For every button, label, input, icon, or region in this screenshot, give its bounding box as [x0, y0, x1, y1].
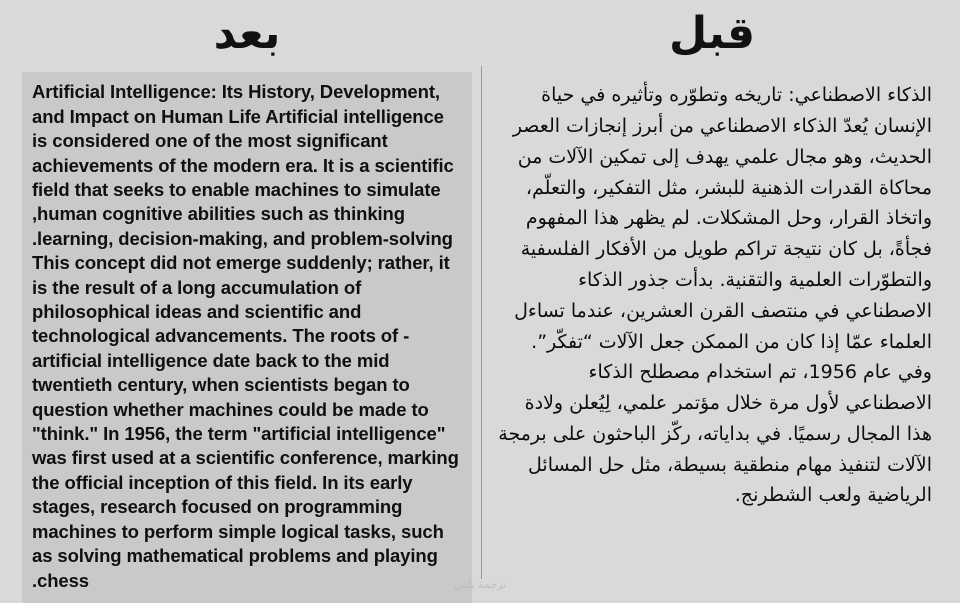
after-column-title: بعد [213, 8, 281, 59]
after-column-text: ,Artificial Intelligence: Its History, Development and Impact on Human Life Artificial intelligence is considered one of the most significant achievements of the modern era. It is a scientific field that seeks to enable machines to simulate ,human cognitive abilities such as thinking .learning, decision-making, and problem-solving This concept did not emerge suddenly; rather, it is the result of a long accumulation of philosophical ideas and scientific and technological advancements. The roots of -artificial intelligence date back to the mid twentieth century, when scientists began to question whether machines could be made to "think." In 1956, the term "artificial intelligence" was first used at a scientific conference, marking the official inception of this field. In its early stages, research focused on programming machines to perform simple logical tasks, such as solving mathematical problems and playing .chess [22, 72, 472, 603]
before-column [480, 6, 950, 597]
after-column [10, 6, 480, 597]
watermark-label: ترجمة بلس [453, 578, 507, 591]
before-column-title: قبل [668, 8, 756, 59]
column-divider [481, 66, 482, 579]
before-column-text: الذكاء الاصطناعي: تاريخه وتطوّره وتأثيره في حياة الإنسان يُعدّ الذكاء الاصطناعي من أبرز إنجازات العصر الحديث، وهو مجال علمي يهدف إلى تمكين الآلات من محاكاة القدرات الذهنية للبشر، مثل التفكير، والتعلّم، واتخاذ القرار، وحل المشكلات. لم يظهر هذا المفهوم فجأةً، بل كان نتيجة تراكم طويل من الأفكار الفلسفية والتطوّرات العلمية والتقنية. بدأت جذور الذكاء الاصطناعي في منتصف القرن العشرين، عندما تساءل العلماء عمّا إذا كان من الممكن جعل الآلات “تفكّر”. وفي عام 1956، تم استخدام مصطلح الذكاء الاصطناعي لأول مرة خلال مؤتمر علمي، لِيُعلن ولادة هذا المجال رسميًا. في بداياته، ركّز الباحثون على برمجة الآلات لتنفيذ مهام منطقية بسيطة، مثل حل المسائل الرياضية ولعب الشطرنج. [498, 84, 932, 507]
